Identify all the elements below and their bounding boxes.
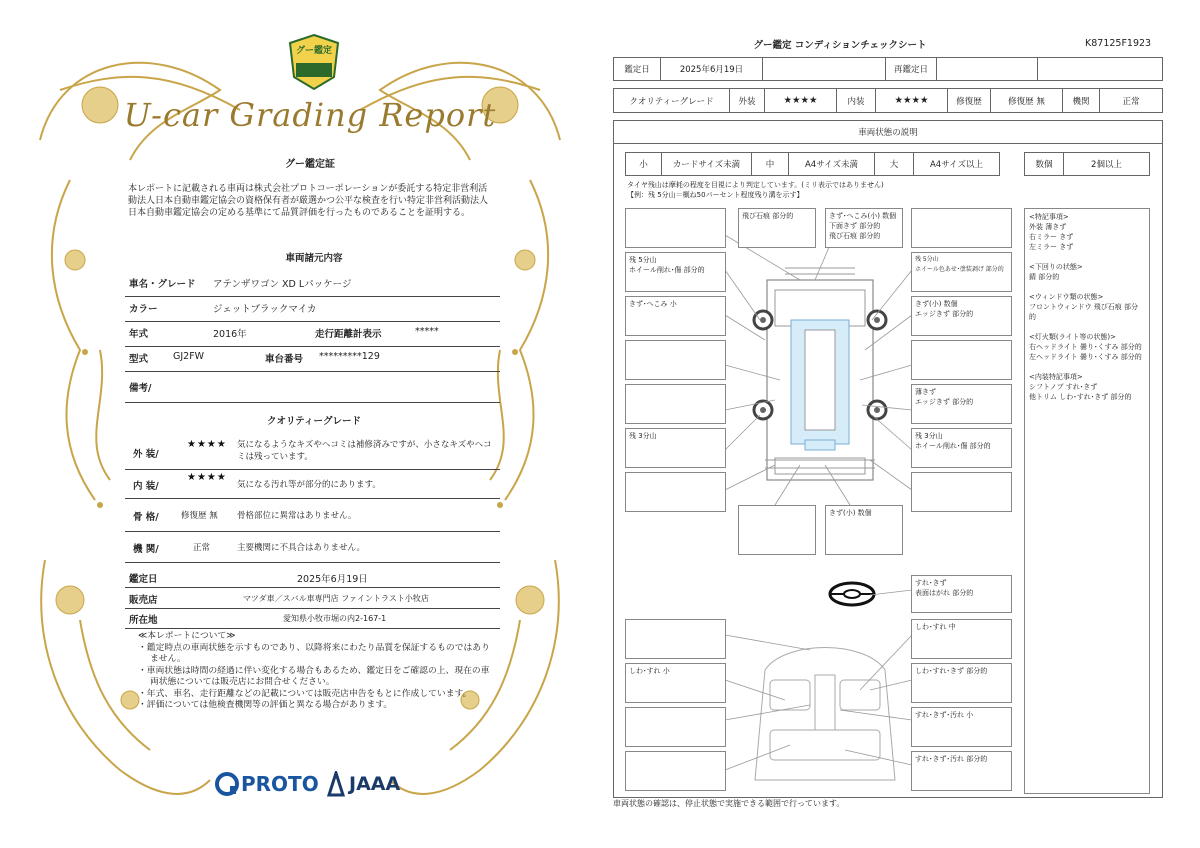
int-label-cell: 内装 — [836, 88, 876, 113]
model-label: 型式 — [129, 354, 149, 365]
engine-label: 機 関/ — [133, 544, 159, 555]
condition-box-tire-rr: 残 3分山 ホイール削れ･傷 部分的 — [911, 428, 1012, 468]
int-stars-cell: ★★★★ — [875, 88, 948, 113]
date-value-cell: 2025年6月19日 — [660, 57, 763, 81]
date-value: 2025年6月19日 — [297, 574, 368, 585]
date-row — [125, 568, 500, 588]
redate-value-cell — [936, 57, 1038, 81]
condition-box — [625, 208, 726, 248]
condition-box — [625, 751, 726, 791]
jaaa-logo — [327, 770, 400, 798]
condition-box — [625, 384, 726, 424]
proto-logo-text: PROTO — [241, 772, 319, 796]
name-label: 車名・グレード — [129, 279, 196, 290]
condition-box — [911, 340, 1012, 380]
address-label: 所在地 — [129, 615, 158, 626]
notes-label: 備考/ — [129, 383, 152, 394]
engine-text: 主要機関に不具合はありません。 — [237, 543, 366, 553]
condition-box-int3: すれ･きず･汚れ 小 — [911, 707, 1012, 747]
condition-box-front-top: きず･へこみ(小) 数個 下面きず 部分的 飛び石痕 部分的 — [825, 208, 903, 248]
condition-box-right-thin: 薄きず エッジきず 部分的 — [911, 384, 1012, 424]
condition-box — [911, 472, 1012, 512]
sheet-footer: 車両状態の確認は、停止状態で実施できる範囲で行っています。 — [613, 799, 845, 808]
condition-box — [738, 505, 816, 555]
repair-value-cell: 修復歴 無 — [990, 88, 1063, 113]
frame-value: 修復歴 無 — [181, 511, 218, 521]
size-large-desc: A4サイズ以上 — [913, 152, 1000, 176]
condition-box-int-left: しわ･すれ 小 — [625, 663, 726, 703]
date-label: 鑑定日 — [129, 574, 158, 585]
spec-row-notes — [125, 373, 500, 403]
model-value: GJ2FW — [173, 351, 205, 362]
sheet-code: K87125F1923 — [1085, 38, 1152, 49]
condition-box-tire-rl: 残 3分山 — [625, 428, 726, 468]
proto-mark-icon — [215, 772, 239, 796]
badge-text: グー鑑定 — [295, 46, 332, 56]
engine-value: 正常 — [193, 543, 211, 553]
condition-box-int1: しわ･すれ 中 — [911, 619, 1012, 659]
sheet-title: グー鑑定 コンディションチェックシート — [753, 40, 927, 51]
chassis-label: 車台番号 — [265, 354, 304, 365]
condition-box — [625, 340, 726, 380]
tire-note-1: タイヤ残山は摩耗の程度を目視により判定しています。(ミリ表示ではありません) — [627, 181, 884, 189]
grade-label-cell: クオリティーグレード — [613, 88, 730, 113]
dealer-row — [125, 589, 500, 609]
mileage-value: ***** — [415, 326, 439, 337]
name-value: アテンザワゴン XD Lパッケージ — [213, 279, 352, 290]
quality-heading: クオリティーグレード — [266, 416, 362, 427]
condition-box-wheel: すれ･きず 表面はがれ 部分的 — [911, 575, 1012, 613]
redate-label-cell: 再鑑定日 — [885, 57, 937, 81]
report-notes — [138, 631, 493, 712]
quality-row-frame — [125, 500, 500, 532]
quality-row-interior — [125, 471, 500, 499]
condition-box-tire-fr: 残 5分山 ホイール色あせ･塗装剥げ 部分的 — [911, 252, 1012, 292]
note-item: ・評価については他検査機関等の評価と異なる場合があります。 — [138, 700, 393, 710]
note-item: ・車両状態は時間の経過に伴い変化する場合もあるため、鑑定日をご確認の上、現在の車両状態については販売店にお問合せください。 — [138, 665, 490, 687]
spec-row-year — [125, 323, 500, 347]
interior-text: 気になる汚れ等が部分的にあります。 — [237, 480, 381, 490]
dealer-label: 販売店 — [129, 595, 158, 606]
mileage-label: 走行距離計表示 — [315, 329, 382, 340]
address-row — [125, 609, 500, 629]
engine-value-cell: 正常 — [1099, 88, 1163, 113]
ext-stars-cell: ★★★★ — [764, 88, 837, 113]
quality-row-exterior — [125, 436, 500, 470]
condition-box-tire-fl: 残 5分山 ホイール削れ･傷 部分的 — [625, 252, 726, 292]
size-large-label: 大 — [874, 152, 914, 176]
special-notes-panel — [1024, 208, 1150, 794]
jaaa-logo-text: JAAA — [349, 773, 401, 795]
tire-note-2: 【例：残 5分山＝概ね50パーセント程度残り溝を示す】 — [627, 191, 804, 199]
size-mid-label: 中 — [751, 152, 789, 176]
exterior-stars: ★★★★ — [187, 439, 227, 450]
jaaa-mark-icon — [327, 771, 345, 797]
quality-row-engine — [125, 533, 500, 563]
size-mid-desc: A4サイズ未満 — [788, 152, 875, 176]
proto-logo — [215, 770, 319, 798]
frame-text: 骨格部位に異常はありません。 — [237, 511, 357, 521]
color-label: カラー — [129, 304, 158, 315]
special-notes-text: <特記事項> 外装 薄きず 右ミラー きず 左ミラー きず <下回りの状態> 錆 部分的 <ウィンドウ類の状態> フロントウィンドウ 飛び石痕 部分的 <灯火類(ライト等の状態)> 右ヘッドライト 曇り･くすみ 部分的 左ヘッドライト 曇り･くすみ 部分的 <内装特記事項> シフトノブ すれ･きず 他トリム しわ･すれ･きず 部分的 — [1029, 213, 1142, 401]
frame-label: 骨 格/ — [133, 512, 159, 523]
spec-heading: 車両諸元内容 — [285, 253, 343, 264]
address-value: 愛知県小牧市堀の内2-167-1 — [283, 614, 387, 623]
goo-kantei-badge — [286, 33, 342, 91]
count-desc: 2個以上 — [1063, 152, 1150, 176]
condition-box-front-chip: 飛び石痕 部分的 — [738, 208, 816, 248]
report-title: U-car Grading Report — [123, 96, 497, 134]
ext-label-cell: 外装 — [729, 88, 765, 113]
spec-row-color — [125, 298, 500, 322]
year-label: 年式 — [129, 329, 149, 340]
empty-cell — [1037, 57, 1163, 81]
date-label-cell: 鑑定日 — [613, 57, 661, 81]
chassis-value: *********129 — [319, 351, 380, 362]
engine-label-cell: 機関 — [1062, 88, 1100, 113]
note-item: ・年式、車名、走行距離などの記載については販売店申告をもとに作成しています。 — [138, 688, 472, 699]
condition-box-int4: すれ･きず･汚れ 部分的 — [911, 751, 1012, 791]
count-label: 数個 — [1024, 152, 1064, 176]
spec-row-model — [125, 348, 500, 372]
exterior-label: 外 装/ — [133, 449, 159, 460]
note-item: ・鑑定時点の車両状態を示すものであり、以降将来にわたり品質を保証するものではありません。 — [138, 642, 490, 664]
condition-box-rear: きず(小) 数個 — [825, 505, 903, 555]
condition-box-right-scratch: きず(小) 数個 エッジきず 部分的 — [911, 296, 1012, 336]
interior-stars: ★★★★ — [187, 472, 227, 483]
condition-box — [625, 472, 726, 512]
empty-cell — [762, 57, 886, 81]
condition-box-int2: しわ･すれ･きず 部分的 — [911, 663, 1012, 703]
condition-box — [625, 619, 726, 659]
exterior-text: 気になるようなキズやヘコミは補修済みですが、小さなキズやヘコミは残っています。 — [237, 440, 492, 462]
notes-heading: ≪本レポートについて≫ — [138, 631, 236, 641]
spec-row-name — [125, 273, 500, 297]
condition-box — [625, 707, 726, 747]
size-small-desc: カードサイズ未満 — [661, 152, 752, 176]
color-value: ジェットブラックマイカ — [213, 304, 317, 315]
size-small-label: 小 — [625, 152, 662, 176]
interior-label: 内 装/ — [133, 481, 159, 492]
certificate-heading: グー鑑定証 — [285, 159, 335, 170]
repair-label-cell: 修復歴 — [947, 88, 991, 113]
explain-heading: 車両状態の説明 — [613, 120, 1163, 144]
certificate-intro: 本レポートに記載される車両は株式会社プロトコーポレーションが委託する特定非営利活動法人日本自動車鑑定協会の資格保有者が厳選かつ公平な検査を行い特定非営利活動法人日本自動車鑑定協会の定める基準にて品質評価を行ったものであることを証明する。 — [128, 184, 489, 218]
dealer-value: マツダ車／スバル車専門店 ファイントラスト小牧店 — [243, 594, 429, 603]
condition-box-left-dent: きず･へこみ 小 — [625, 296, 726, 336]
condition-box — [911, 208, 1012, 248]
year-value: 2016年 — [213, 329, 247, 340]
